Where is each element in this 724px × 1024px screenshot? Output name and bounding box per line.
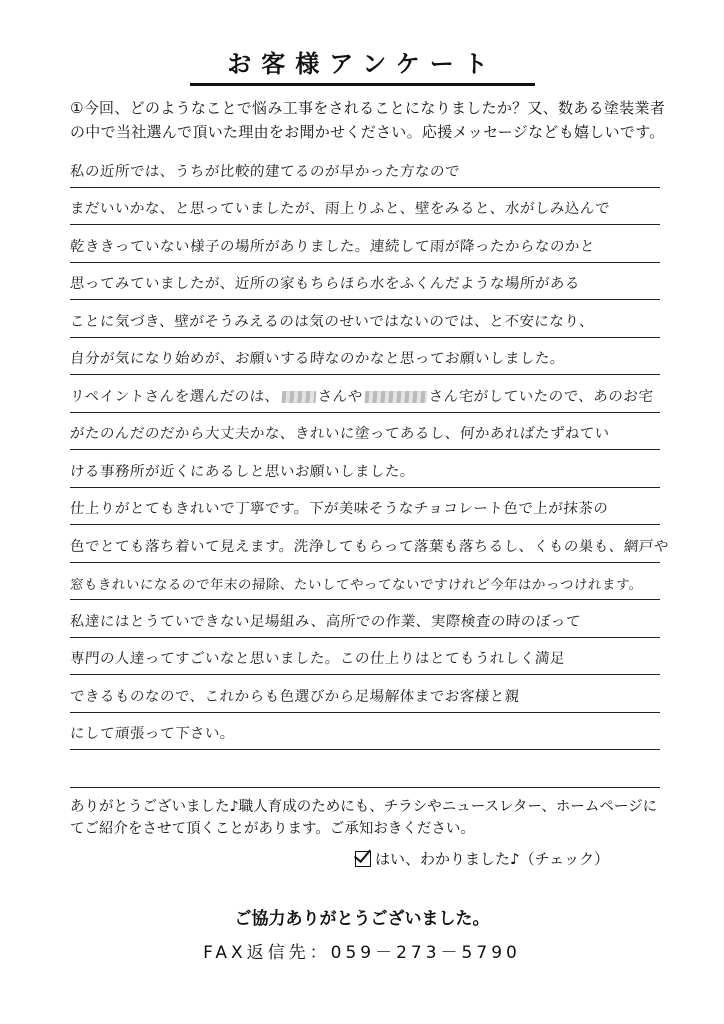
answer-line-text: 私の近所では、うちが比較的建てるのが早かった方なので [69,163,461,180]
answer-line-blank [70,750,660,788]
answer-line [69,525,670,563]
answer-line-text: 専門の人達ってすごいなと思いました。この仕上りはとてもうれしく満足 [69,651,566,667]
answer-line [70,600,660,638]
answer-line [70,450,660,488]
redaction-mark [364,391,427,403]
answer-line [70,150,660,188]
answer-line-text: がたのんだのだから大丈夫かな、きれいに塗ってあるし、何かあればたずねてい [69,426,611,442]
answer-line [70,300,660,338]
redaction-mark [281,391,316,403]
page-title: お客様アンケート [190,44,535,86]
consent-label: はい、わかりました♪（チェック） [375,850,610,868]
answer-line-text: 乾ききっていない様子の場所がありました。連続して雨が降ったからなのかと [69,238,596,255]
answer-line-text: ける事務所が近くにあるしと思いお願いしました。 [69,463,416,480]
handwritten-answer [69,150,670,788]
consent-checkbox[interactable] [355,851,371,867]
publication-notice: ありがとうございました♪職人育成のためにも、チラシやニュースレター、ホームページにてご紹介をさせて頂くことがあります。ご承知おきください。 [70,799,658,837]
answer-line [70,563,660,601]
consent-row[interactable] [355,848,609,869]
answer-line-redacted [70,375,660,413]
answer-line [70,638,660,676]
answer-line [70,675,660,713]
answer-line-text: 自分が気になり始めが、お願いする時なのかなと思ってお願いしました。 [69,351,566,367]
thanks-message: ご協力ありがとうございました。 [234,909,490,929]
answer-line-text: できるものなので、これからも色選びから足場解体までお客様と親 [69,688,521,705]
answer-line-text [69,385,654,406]
answer-line-text: 仕上りがとてもきれいで丁寧です。下が美味そうなチョコレート色で上が抹茶の [69,501,609,517]
redacted-line-before: リペイントさんを選んだのは、 [69,388,281,405]
answer-line [70,188,660,226]
answer-line [70,713,660,751]
answer-line-text: にして頑張って下さい。 [69,726,236,742]
answer-line-text: まだいいかな、と思っていましたが、雨上りふと、壁をみると、水がしみ込んで [69,201,611,217]
answer-line [70,413,660,451]
answer-line-text: 色でとても落ち着いて見えます。洗浄してもらって落葉も落ちるし、くもの巣も、網戸や [69,538,670,555]
redacted-line-after: さん宅がしていたので、あのお宅 [428,388,654,405]
answer-line-text: 私達にはとうていできない足場組み、高所での作業、実際検査の時のぼって [69,613,582,630]
answer-line [70,488,660,526]
redacted-line-mid: さんや [317,388,364,405]
answer-line [70,338,660,376]
answer-line [70,225,660,263]
answer-line-text: 思ってみていましたが、近所の家もちらほら水をふくんだような場所がある [69,276,581,292]
answer-line [70,263,660,301]
question-text: ①今回、どのようなことで悩み工事をされることになりましたか？又、数ある塗装業者の中で当社選んで頂いた理由をお聞かせください。応援メッセージなども嬉しいです。 [70,99,666,141]
answer-line-text: ことに気づき、壁がそうみえるのは気のせいではないのでは、と不安になり、 [69,313,595,330]
fax-number: FAX返信先：059－273－5790 [203,943,521,963]
answer-line-text: 窓もきれいになるので年末の掃除、たいしてやってないですけれど今年はかっつけれます。 [69,577,644,593]
